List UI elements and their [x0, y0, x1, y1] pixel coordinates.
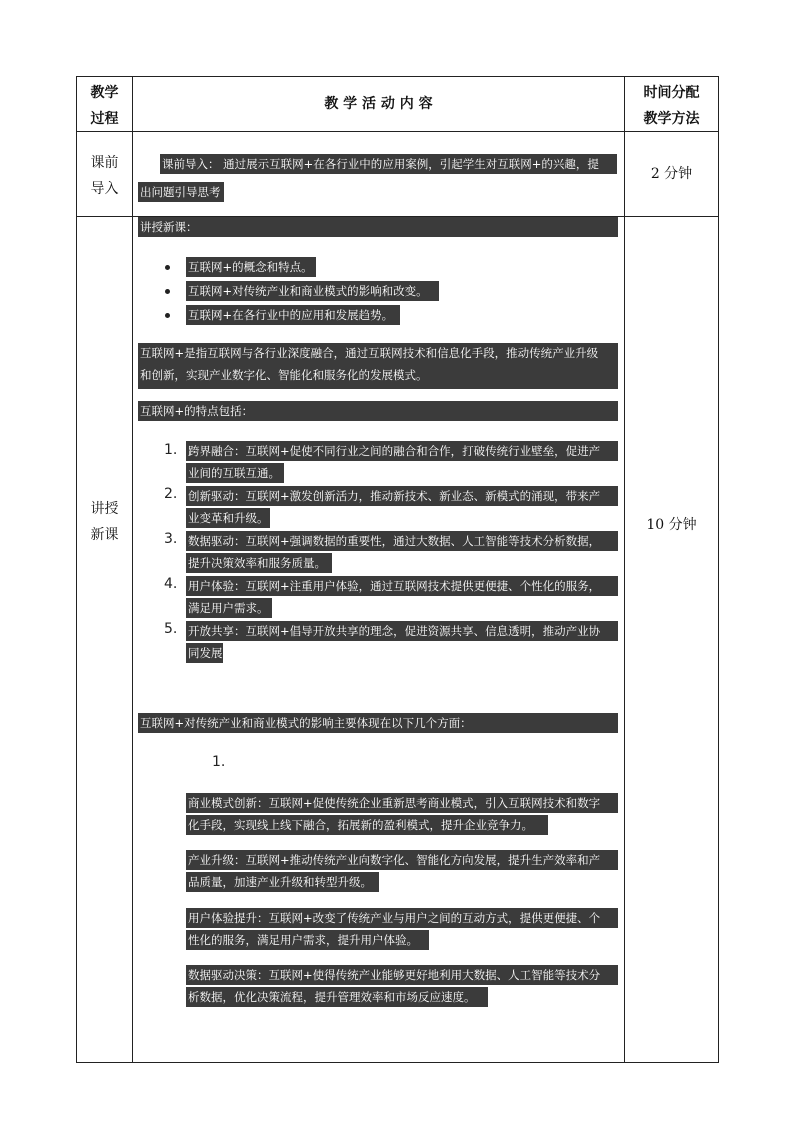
impact-line: 产业升级：互联网+推动传统产业向数字化、智能化方向发展，提升生产效率和产: [186, 850, 618, 870]
impact-line: 化手段，实现线上线下融合，拓展新的盈利模式，提升企业竞争力。: [186, 815, 548, 835]
row1-stage-line1: 课前: [90, 155, 119, 171]
header-method-line: 教学方法: [643, 111, 700, 127]
header-process-line2: 过程: [90, 111, 119, 127]
table-border-bottom: [76, 1062, 719, 1063]
impact-line: 用户体验提升：互联网+改变了传统产业与用户之间的互动方式，提供更便捷、个: [186, 908, 618, 928]
impact-line: 商业模式创新：互联网+促使传统企业重新思考商业模式，引入互联网技术和数字: [186, 793, 618, 813]
feature-number: 5.: [164, 621, 178, 637]
feature-line: 数据驱动：互联网+强调数据的重要性，通过大数据、人工智能等技术分析数据，: [186, 531, 618, 551]
row2-stage-line1: 讲授: [90, 501, 119, 517]
definition-line1: 互联网+是指互联网与各行业深度融合，通过互联网技术和信息化手段，推动传统产业升级: [138, 343, 618, 365]
header-time-method: [625, 80, 718, 132]
bullet-dot: [165, 289, 170, 294]
table-divider-col2: [624, 76, 625, 1063]
feature-line: 满足用户需求。: [186, 598, 272, 618]
feature-line: 同发展: [186, 643, 223, 663]
feature-line: 创新驱动：互联网+激发创新活力，推动新技术、新业态、新模式的涌现，带来产: [186, 486, 618, 506]
row1-time: 2 分钟: [650, 166, 693, 182]
table-divider-col1: [132, 76, 133, 1063]
feature-line: 提升决策效率和服务质量。: [186, 553, 332, 573]
table-border-left: [76, 76, 77, 1063]
row1-stage-line2: 导入: [90, 181, 119, 197]
intro-label: 讲授新课：: [138, 217, 618, 237]
row2-stage: [77, 496, 132, 548]
feature-number: 3.: [164, 531, 178, 547]
features-title: 互联网+的特点包括：: [138, 401, 618, 421]
row2-time: 10 分钟: [646, 517, 697, 533]
impact-line: 析数据，优化决策流程，提升管理效率和市场反应速度。: [186, 987, 488, 1007]
header-process-line1: 教学: [90, 85, 119, 101]
feature-line: 开放共享：互联网+倡导开放共享的理念，促进资源共享、信息透明，推动产业协: [186, 621, 618, 641]
feature-line: 业变革和升级。: [186, 508, 270, 528]
row1-content-line1: 课前导入： 通过展示互联网+在各行业中的应用案例，引起学生对互联网+的兴趣，提: [160, 154, 617, 174]
feature-number: 1.: [164, 442, 178, 458]
header-time-line: 时间分配: [643, 85, 700, 101]
table-border-top: [76, 76, 719, 77]
bullet-item: 互联网+在各行业中的应用和发展趋势。: [186, 305, 400, 325]
impact-line: 性化的服务，满足用户需求，提升用户体验。: [186, 930, 429, 950]
impact-line: 品质量，加速产业升级和转型升级。: [186, 872, 379, 892]
bullet-item: 互联网+对传统产业和商业模式的影响和改变。: [186, 281, 439, 301]
row1-content-line2: 出问题引导思考: [138, 182, 224, 202]
bullet-dot: [165, 265, 170, 270]
header-content: 教 学 活 动 内 容: [324, 96, 433, 112]
impact-line: 数据驱动决策：互联网+使得传统产业能够更好地利用大数据、人工智能等技术分: [186, 965, 618, 985]
bullet-item: 互联网+的概念和特点。: [186, 257, 316, 277]
row1-stage: [77, 150, 132, 202]
impact-title: 互联网+对传统产业和商业模式的影响主要体现在以下几个方面：: [138, 713, 618, 733]
feature-line: 用户体验：互联网+注重用户体验，通过互联网技术提供更便捷、个性化的服务，: [186, 576, 618, 596]
definition-line2: 和创新，实现产业数字化、智能化和服务化的发展模式。: [138, 365, 618, 389]
table-divider-header: [76, 131, 719, 132]
feature-number: 2.: [164, 486, 178, 502]
impact-number: 1.: [212, 754, 226, 770]
header-process: [77, 80, 132, 132]
table-border-right: [718, 76, 719, 1063]
bullet-dot: [165, 313, 170, 318]
feature-number: 4.: [164, 576, 178, 592]
row2-stage-line2: 新课: [90, 527, 119, 543]
feature-line: 业间的互联互通。: [186, 463, 284, 483]
feature-line: 跨界融合：互联网+促使不同行业之间的融合和合作，打破传统行业壁垒，促进产: [186, 441, 618, 461]
